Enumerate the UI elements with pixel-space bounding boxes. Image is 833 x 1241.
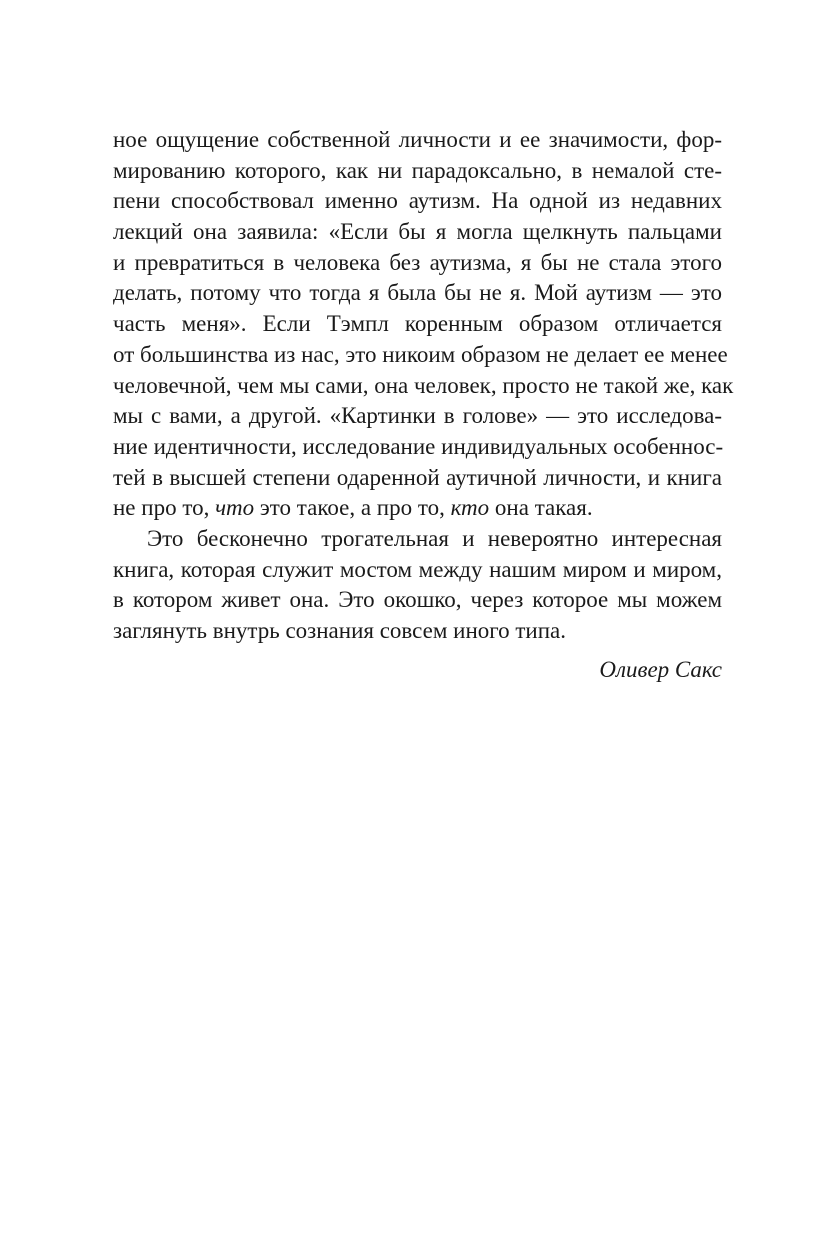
text-line: делать, потому что тогда я была бы не я. Мой аутизм — это	[113, 280, 722, 306]
text-line: лекций она заявила: «Если бы я могла щелкнуть пальцами	[113, 219, 722, 245]
text-line: человечной, чем мы сами, она человек, просто не такой же, как	[113, 372, 734, 398]
text-line: тей в высшей степени одаренной аутичной личности, и книга	[113, 464, 722, 490]
text-line: мированию которого, как ни парадоксально, в немалой сте-	[113, 157, 722, 183]
text-line: часть меня». Если Тэмпл коренным образом отличается	[113, 311, 722, 337]
italic-word-what: что	[215, 495, 255, 521]
text-run: не про то,	[113, 495, 216, 521]
text-line-last: заглянуть внутрь сознания совсем иного типа.	[113, 618, 567, 643]
text-run: это такое, а про то,	[254, 495, 451, 521]
paragraph-1	[113, 125, 734, 524]
text-line: Это бесконечно трогательная и невероятно интересная	[147, 525, 722, 551]
text-line: мы с вами, а другой. «Картинки в голове» — это исследова-	[113, 403, 722, 429]
paragraph-2	[113, 524, 722, 647]
text-line: ное ощущение собственной личности и ее значимости, фор-	[113, 127, 722, 152]
text-run: она такая.	[489, 495, 593, 521]
italic-word-who: кто	[450, 495, 490, 521]
author-signature: Оливер Сакс	[599, 656, 722, 682]
main-text	[113, 125, 734, 685]
text-line: от большинства из нас, это никоим образом не делает ее менее	[113, 341, 728, 367]
text-line: книга, которая служит мостом между нашим миром и миром,	[113, 556, 722, 582]
text-line: в котором живет она. Это окошко, через которое мы можем	[113, 587, 722, 613]
text-line: и превратиться в человека без аутизма, я бы не стала этого	[113, 249, 722, 275]
text-line: ние идентичности, исследование индивидуальных особеннос-	[113, 433, 724, 459]
text-line-last	[113, 493, 722, 524]
text-line: пени способствовал именно аутизм. На одной из недавних	[113, 188, 722, 214]
